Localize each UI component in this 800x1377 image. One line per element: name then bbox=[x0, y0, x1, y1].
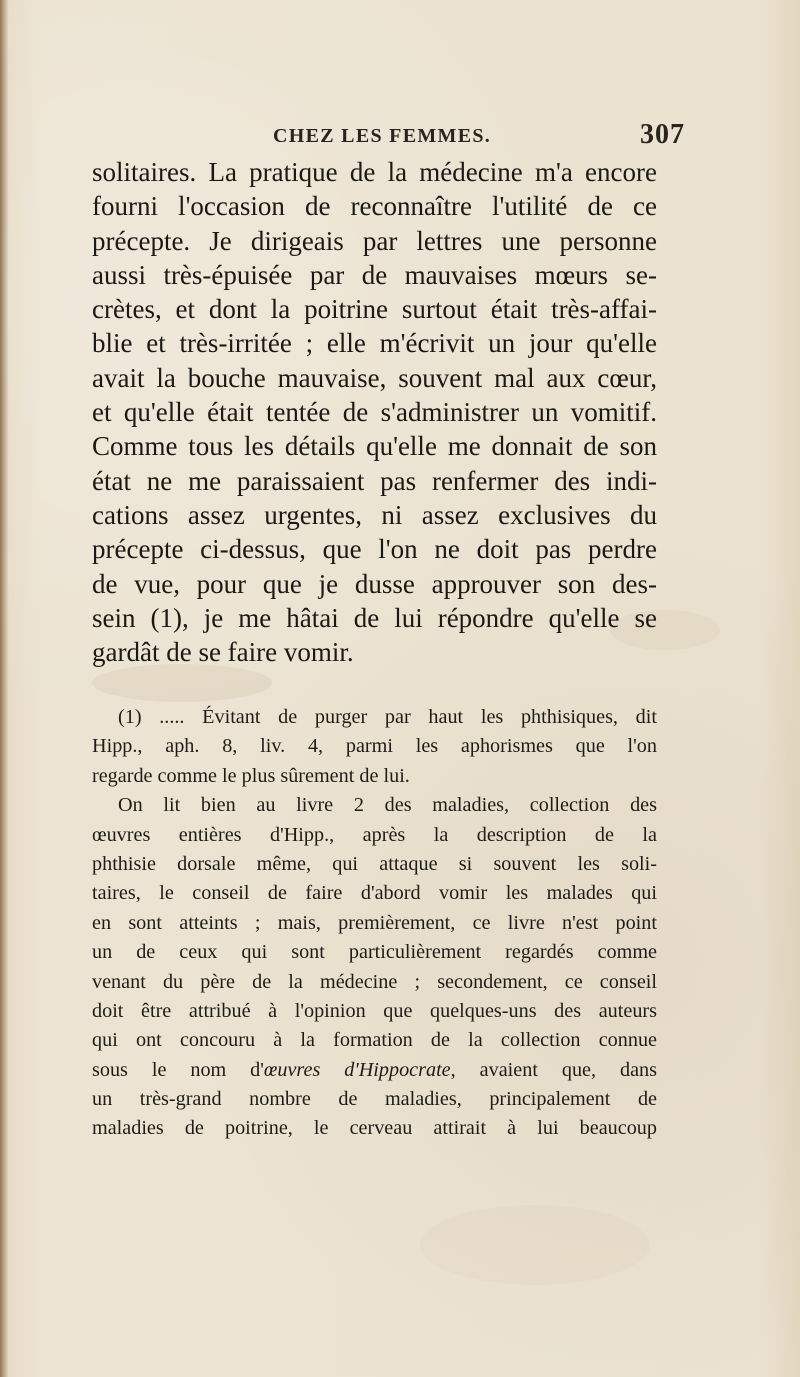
main-text-line: aussi très-épuisée par de mauvaises mœurs se- bbox=[92, 259, 657, 290]
main-text-line: précepte ci-dessus, que l'on ne doit pas perdre bbox=[92, 534, 657, 565]
footnote-line: venant du père de la médecine ; secondement, ce conseil bbox=[92, 970, 657, 993]
main-text-line: fourni l'occasion de reconnaître l'utilité de ce bbox=[92, 191, 657, 222]
paper-stain bbox=[420, 1205, 650, 1285]
footnote-line: maladies de poitrine, le cerveau attirait à lui beaucoup bbox=[92, 1117, 657, 1140]
book-title: œuvres d'Hippocrate bbox=[263, 1058, 451, 1081]
main-text-line: blie et très-irritée ; elle m'écrivit un jour qu'elle bbox=[92, 328, 657, 359]
main-text-line: avait la bouche mauvaise, souvent mal aux cœur, bbox=[92, 362, 657, 393]
footnote-line: taires, le conseil de faire d'abord vomir les malades qui bbox=[92, 882, 657, 905]
running-head: CHEZ LES FEMMES. bbox=[273, 125, 492, 147]
page-gutter-shadow bbox=[0, 0, 8, 1377]
main-text-line: gardât de se faire vomir. bbox=[92, 637, 354, 668]
footnote-line: regarde comme le plus sûrement de lui. bbox=[92, 764, 410, 787]
footnote-line: (1) ..... Évitant de purger par haut les phthisiques, dit bbox=[118, 706, 657, 728]
footnote-line: en sont atteints ; mais, premièrement, ce livre n'est point bbox=[92, 911, 657, 934]
main-text-block bbox=[92, 155, 657, 669]
main-text-line: cations assez urgentes, ni assez exclusives du bbox=[92, 499, 657, 530]
footnote-line: Hipp., aph. 8, liv. 4, parmi les aphorismes que l'on bbox=[92, 735, 657, 758]
footnote-line: doit être attribué à l'opinion que quelques-uns des auteurs bbox=[92, 999, 657, 1022]
footnote-line: On lit bien au livre 2 des maladies, collection des bbox=[118, 794, 657, 817]
main-text-line: état ne me paraissaient pas renfermer des indi- bbox=[92, 465, 657, 496]
footnote-block bbox=[92, 703, 657, 1144]
footnote-line-with-title bbox=[92, 1056, 657, 1085]
page-header bbox=[273, 121, 685, 151]
main-text-line: et qu'elle était tentée de s'administrer un vomitif. bbox=[92, 397, 657, 428]
main-text-line: précepte. Je dirigeais par lettres une personne bbox=[92, 225, 657, 256]
footnote-text-before-title: sous le nom d' bbox=[92, 1058, 264, 1081]
main-text-line: solitaires. La pratique de la médecine m'a encore bbox=[92, 157, 657, 187]
footnote-line: œuvres entières d'Hipp., après la description de la bbox=[92, 823, 657, 846]
footnote-text-after-title: , avaient que, dans bbox=[450, 1058, 657, 1081]
main-text-line: Comme tous les détails qu'elle me donnait de son bbox=[92, 431, 657, 462]
footnote-line: un de ceux qui sont particulièrement regardés comme bbox=[92, 941, 657, 964]
main-text-line: de vue, pour que je dusse approuver son des- bbox=[92, 568, 657, 599]
footnote-line: qui ont concouru à la formation de la collection connue bbox=[92, 1029, 657, 1052]
footnote-line: phthisie dorsale même, qui attaque si souvent les soli- bbox=[92, 852, 657, 875]
paper-stain bbox=[92, 664, 272, 702]
footnote-line: un très-grand nombre de maladies, principalement de bbox=[92, 1088, 657, 1111]
page-number: 307 bbox=[640, 119, 685, 150]
main-text-line: crètes, et dont la poitrine surtout était très-affai- bbox=[92, 294, 657, 325]
main-text-line: sein (1), je me hâtai de lui répondre qu'elle se bbox=[92, 602, 657, 633]
